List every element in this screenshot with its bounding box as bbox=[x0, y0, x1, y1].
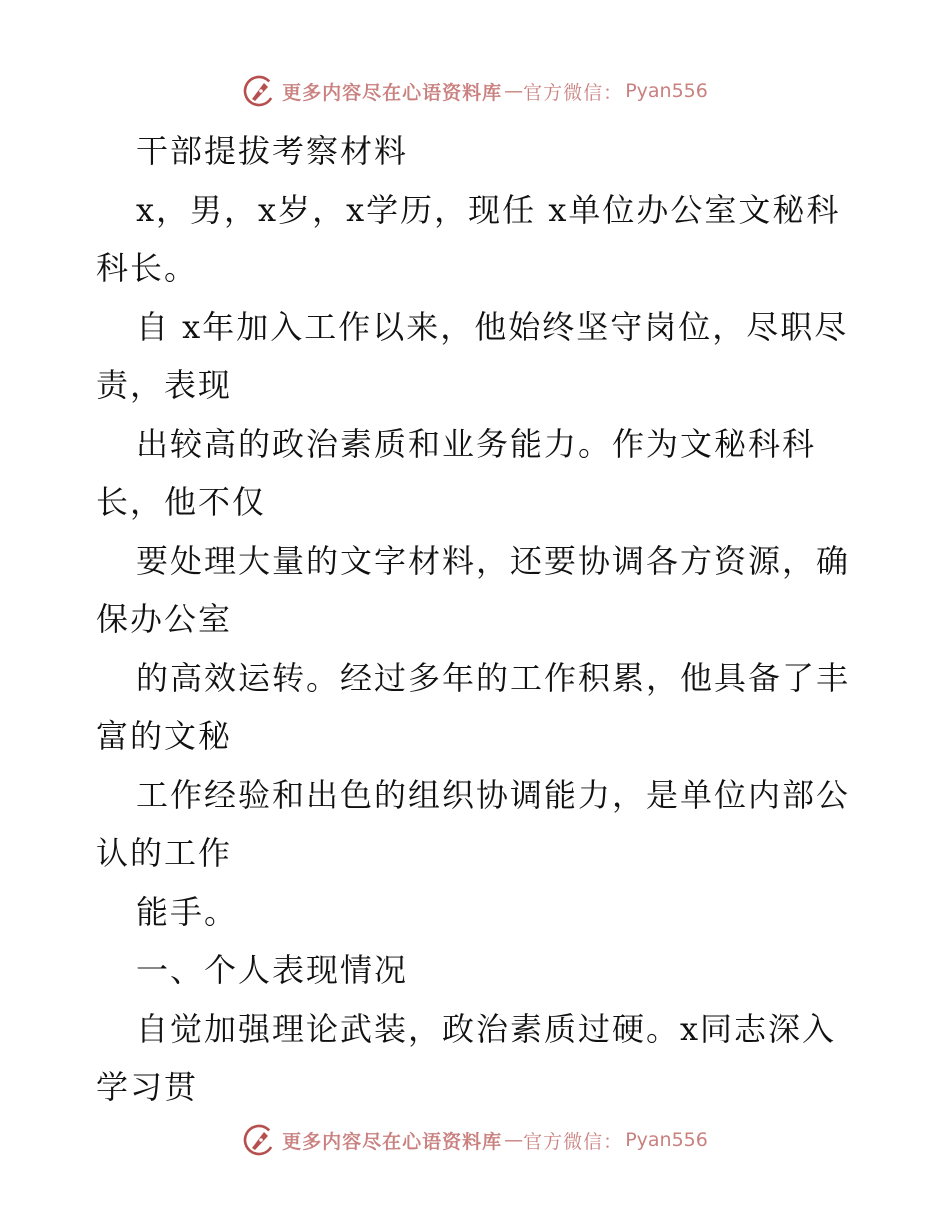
pen-nib-icon bbox=[242, 1123, 276, 1157]
watermark-label: 官方微信： bbox=[523, 81, 624, 104]
text-line: 自 x年加入工作以来，他始终坚守岗位，尽职尽 bbox=[136, 307, 849, 346]
footer-watermark bbox=[0, 1120, 950, 1160]
text-line: x，男，x岁，x学历，现任 x单位办公室文秘科 bbox=[136, 190, 841, 229]
watermark-brand: 更多内容尽在心语资料库 bbox=[282, 1130, 503, 1153]
watermark-dash: — bbox=[504, 80, 522, 102]
text-line: 富的文秘 bbox=[96, 717, 233, 755]
watermark-wechat-id: Pyan556 bbox=[625, 80, 708, 102]
watermark-wechat-id: Pyan556 bbox=[625, 1129, 708, 1151]
text-line: 工作经验和出色的组织协调能力，是单位内部公 bbox=[136, 775, 851, 814]
section-heading: 一、个人表现情况 bbox=[136, 951, 409, 989]
text-line: 要处理大量的文字材料，还要协调各方资源，确 bbox=[136, 541, 851, 580]
watermark-dash: — bbox=[504, 1129, 522, 1151]
text-line: 自觉加强理论武装，政治素质过硬。x同志深入 bbox=[136, 1009, 837, 1048]
pen-nib-icon bbox=[242, 74, 276, 108]
document-title: 干部提拔考察材料 bbox=[136, 132, 409, 170]
watermark-label: 官方微信： bbox=[523, 1130, 624, 1153]
document-body bbox=[96, 122, 856, 1117]
text-line: 出较高的政治素质和业务能力。作为文秘科科 bbox=[136, 424, 817, 463]
text-line: 的高效运转。经过多年的工作积累，他具备了丰 bbox=[136, 658, 851, 697]
header-watermark bbox=[0, 71, 950, 111]
text-line: 保办公室 bbox=[96, 600, 233, 638]
text-line: 学习贯 bbox=[96, 1068, 199, 1106]
text-line: 能手。 bbox=[136, 892, 239, 931]
text-line: 认的工作 bbox=[96, 834, 233, 872]
text-line: 长，他不仅 bbox=[96, 483, 267, 521]
text-line: 责，表现 bbox=[96, 366, 233, 404]
watermark-brand: 更多内容尽在心语资料库 bbox=[282, 81, 503, 104]
text-line: 科长。 bbox=[96, 249, 199, 287]
